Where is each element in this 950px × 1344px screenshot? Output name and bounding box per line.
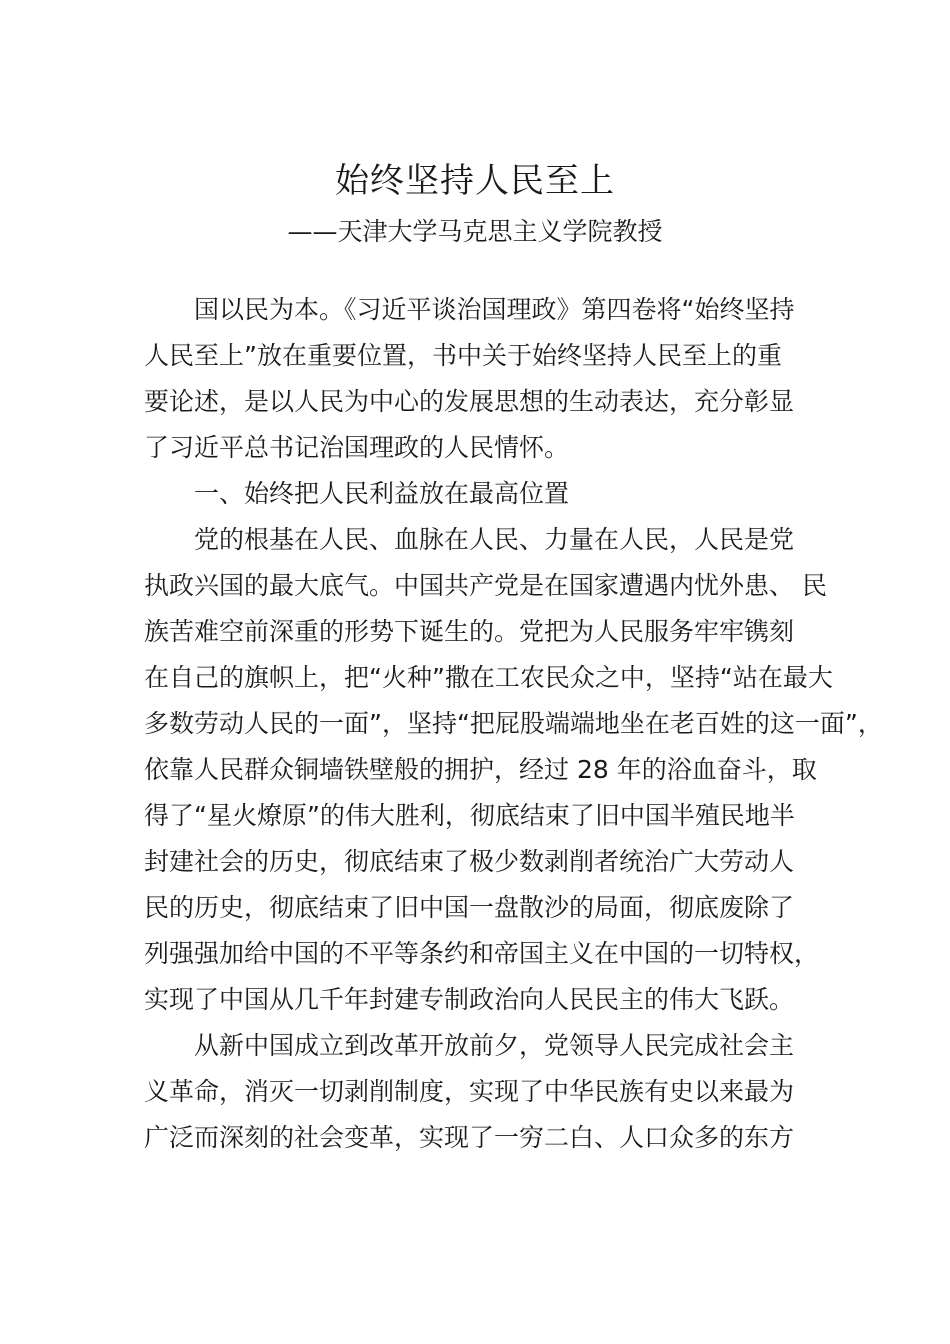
text-line: 执政兴国的最大底气。中国共产党是在国家遭遇内忧外患、 民 (144, 571, 827, 600)
text-line: 得了“星火燎原”的伟大胜利，彻底结束了旧中国半殖民地半 (144, 801, 795, 830)
text-line: 依靠人民群众铜墙铁壁般的拥护，经过 28 年的浴血奋斗，取 (144, 755, 817, 784)
text-line: 族苦难空前深重的形势下诞生的。党把为人民服务牢牢镌刻 (144, 617, 795, 646)
text-line: 实现了中国从几千年封建专制政治向人民民主的伟大飞跃。 (144, 985, 795, 1014)
text-line: 封建社会的历史，彻底结束了极少数剥削者统治广大劳动人 (144, 847, 795, 876)
text-line: 在自己的旗帜上，把“火种”撒在工农民众之中，坚持“站在最大 (144, 663, 833, 692)
text-line: 人民至上”放在重要位置，书中关于始终坚持人民至上的重 (144, 341, 782, 370)
text-line: 一、始终把人民利益放在最高位置 (194, 479, 570, 508)
document-body (144, 287, 883, 1161)
text-line: 广泛而深刻的社会变革，实现了一穷二白、人口众多的东方 (144, 1123, 795, 1152)
text-line: 民的历史，彻底结束了旧中国一盘散沙的局面，彻底废除了 (144, 893, 795, 922)
text-line: 列强强加给中国的不平等条约和帝国主义在中国的一切特权， (144, 939, 820, 968)
text-line: 国以民为本。《习近平谈治国理政》第四卷将“始终坚持 (194, 295, 795, 324)
text-line: 党的根基在人民、血脉在人民、力量在人民，人民是党 (194, 525, 795, 554)
text-line: 从新中国成立到改革开放前夕，党领导人民完成社会主 (194, 1031, 795, 1060)
document-title: 始终坚持人民至上 (335, 161, 615, 201)
document-subtitle: ——天津大学马克思主义学院教授 (287, 217, 663, 246)
text-line: 了习近平总书记治国理政的人民情怀。 (144, 433, 570, 462)
text-line: 义革命，消灭一切剥削制度，实现了中华民族有史以来最为 (144, 1077, 795, 1106)
text-line: 要论述，是以人民为中心的发展思想的生动表达，充分彰显 (144, 387, 795, 416)
text-line: 多数劳动人民的一面”，坚持“把屁股端端地坐在老百姓的这一面”， (144, 709, 883, 738)
